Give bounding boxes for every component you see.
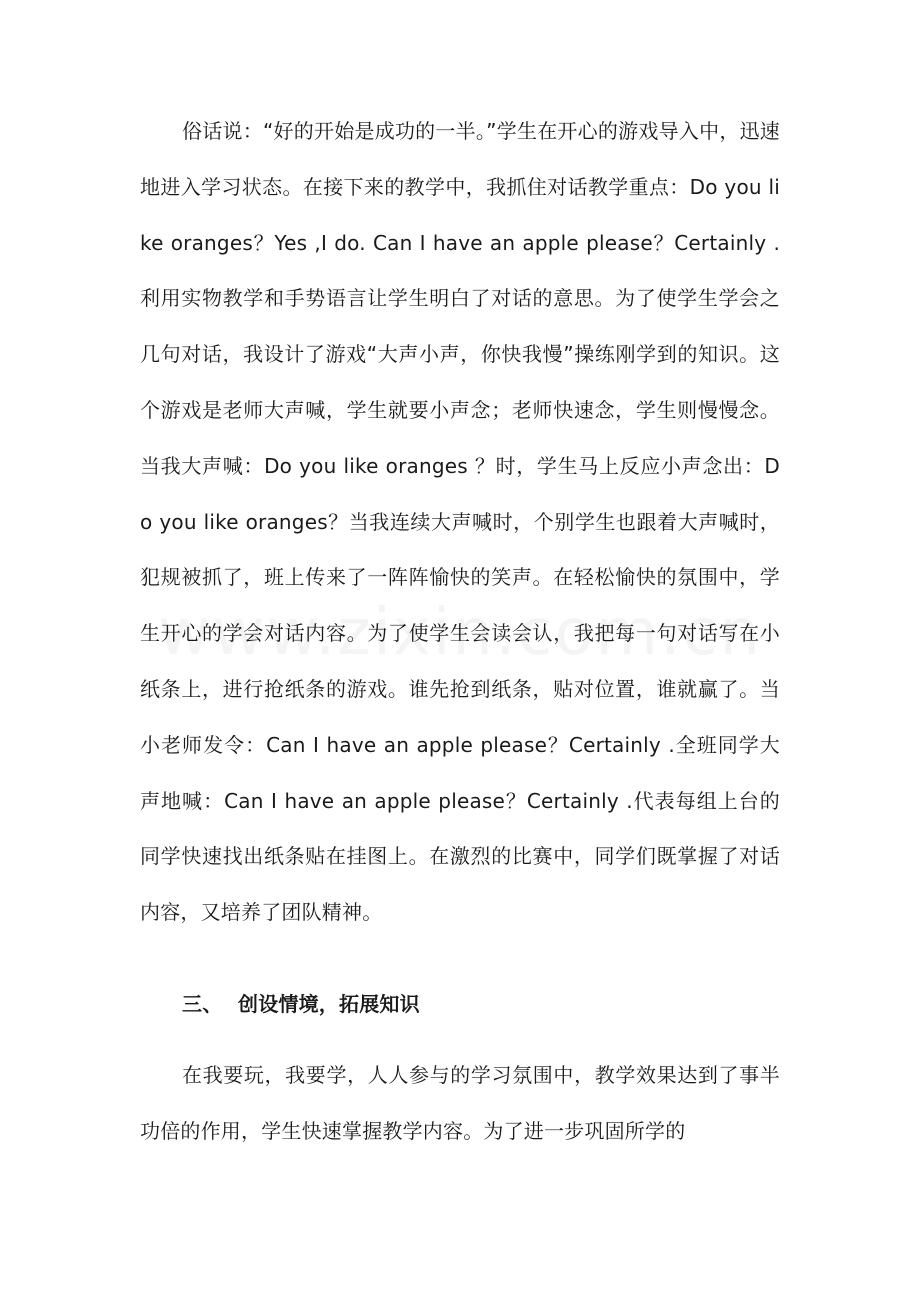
- section-title: 创设情境，拓展知识: [238, 991, 420, 1016]
- body-paragraph-2: 在我要玩，我要学，人人参与的学习氛围中，教学效果达到了事半功倍的作用，学生快速掌握教学内容。为了进一步巩固所学的: [140, 1062, 780, 1143]
- section-number: 三、: [182, 991, 223, 1016]
- section-heading: [140, 977, 780, 1033]
- body-paragraph-1: 俗话说：“好的开始是成功的一半。”学生在开心的游戏导入中，迅速地进入学习状态。在接下来的教学中，我抓住对话教学重点：Do you like oranges？Yes ,I do. Can I have an apple please？Certainly .利用实物教学和手势语言让学生明白了对话的意思。为了使学生学会之几句对话，我设计了游戏“大声小声，你快我慢”操练刚学到的知识。这个游戏是老师大声喊，学生就要小声念；老师快速念，学生则慢慢念。当我大声喊：Do you like oranges ？时，学生马上反应小声念出：Do you like oranges？当我连续大声喊时，个别学生也跟着大声喊时，犯规被抓了，班上传来了一阵阵愉快的笑声。在轻松愉快的氛围中，学生开心的学会对话内容。为了使学生会读会认，我把每一句对话写在小纸条上，进行抢纸条的游戏。谁先抢到纸条，贴对位置，谁就赢了。当小老师发令：Can I have an apple please？Certainly .全班同学大声地喊：Can I have an apple please？Certainly .代表每组上台的同学快速找出纸条贴在挂图上。在激烈的比赛中，同学们既掌握了对话内容，又培养了团队精神。: [140, 119, 780, 925]
